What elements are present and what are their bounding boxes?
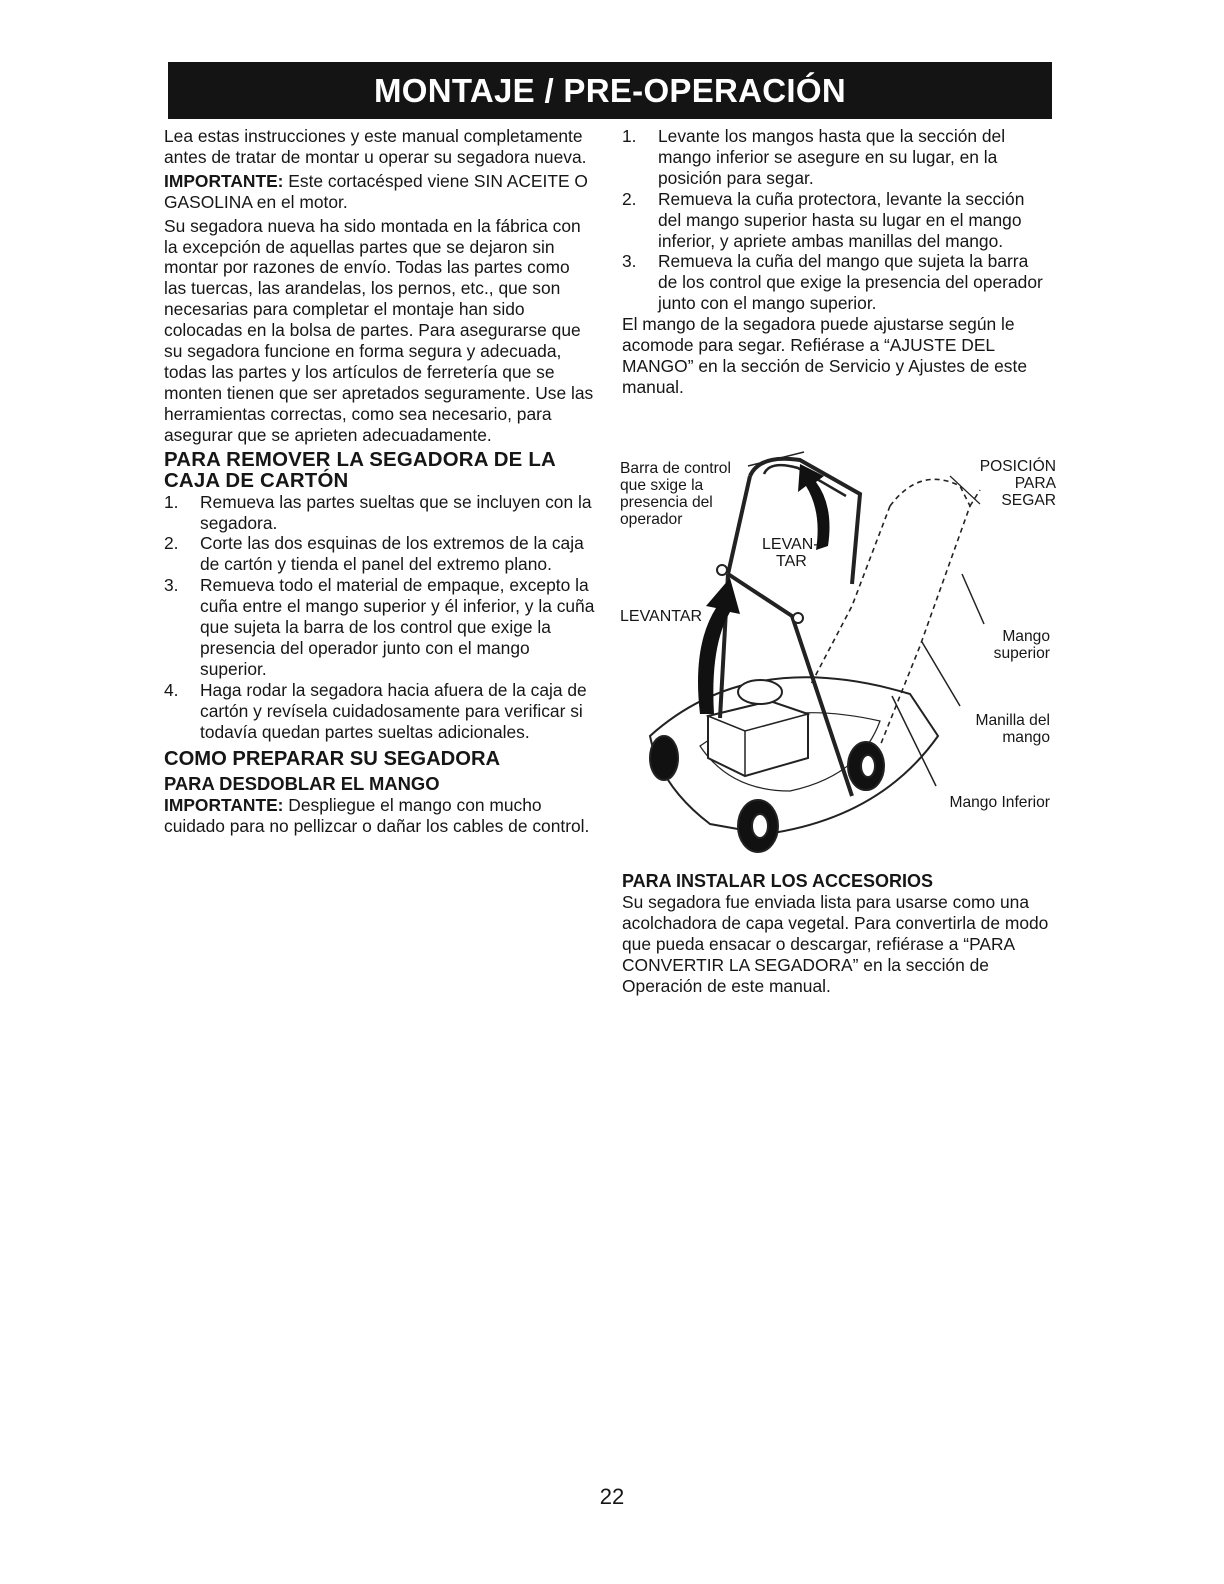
left-column (164, 126, 596, 837)
assembly-paragraph: Su segadora nueva ha sido montada en la fábrica con la excepción de aquellas partes que se dejaron sin montar por razones de envío. Todas las partes como las tuercas, las arandelas, los pernos, etc., que son necesarias para completar el montaje han sido colocadas en la bolsa de partes. Para asegurarse que su segadora funcione en forma segura y adecuada, todas las partes y los artículos de ferretería que se monten tienen que ser apretados seguramente. Use las herramientas correctas, como sea necesario, para asegurar que se aprieten adecuadamente. (164, 215, 594, 445)
step-number: 1. (622, 126, 637, 146)
label-line: operador (620, 511, 683, 528)
prepare-mower-heading: COMO PREPARAR SU SEGADORA (164, 748, 501, 771)
step-text: Remueva todo el material de empaque, excepto la cuña entre el mango superior y él inferior, y la cuña que sujeta la barra de los control que exige la presencia del operador junto con el mango superior. (200, 575, 595, 679)
label-line: LEVAN- (762, 536, 819, 553)
label-control-bar (620, 460, 731, 528)
label-mowing-position (980, 458, 1056, 509)
label-lift-lower: LEVANTAR (620, 608, 703, 625)
leader-lower-handle (892, 696, 936, 786)
label-handle-knob (975, 712, 1050, 746)
important-label: IMPORTANTE: (164, 170, 284, 191)
label-line: POSICIÓN (979, 458, 1056, 475)
label-line: superior (993, 645, 1050, 662)
handle-knob-left (717, 565, 727, 575)
important-note (164, 171, 596, 213)
unfold-text: Despliegue el mango con mucho cuidado para no pellizcar o dañar los cables de control. (164, 795, 590, 837)
step-number: 2. (622, 188, 637, 209)
right-column (622, 126, 1052, 398)
section-title: MONTAJE / PRE-OPERACIÓN (374, 71, 846, 109)
step-text: Levante los mangos hasta que la sección del mango inferior se asegure en su lugar, en la posición para segar. (658, 126, 1006, 188)
label-line: PARA (1014, 475, 1056, 492)
leader-knob (922, 642, 960, 706)
label-lower-handle: Mango Inferior (949, 794, 1050, 811)
unfold-handle-heading: PARA DESDOBLAR EL MANGO (164, 773, 440, 795)
remove-from-carton-heading: PARA REMOVER LA SEGADORA DE LA CAJA DE CARTÓN (164, 448, 556, 492)
label-line: Mango (1002, 628, 1050, 645)
step-text: Remueva la cuña protectora, levante la sección del mango superior hasta su lugar en el mango inferior, y apriete ambas manillas del mango. (658, 188, 1025, 251)
label-line: mango (1002, 729, 1050, 746)
list-item (164, 533, 596, 575)
label-line: Barra de control (620, 460, 731, 477)
step-number: 1. (164, 491, 179, 512)
intro-paragraph: Lea estas instrucciones y este manual completamente antes de tratar de montar u operar su segadora nueva. (164, 126, 587, 167)
leader-upper-handle (962, 574, 984, 624)
list-item (164, 575, 596, 680)
list-item (622, 251, 1052, 314)
label-lift-upper (762, 536, 819, 570)
label-upper-handle (994, 628, 1050, 662)
install-accessories-heading: PARA INSTALAR LOS ACCESORIOS (622, 871, 934, 891)
step-number: 3. (622, 251, 637, 272)
step-text: Remueva las partes sueltas que se incluyen con la segadora. (200, 491, 592, 533)
list-item (164, 492, 596, 534)
list-item (622, 126, 1052, 189)
section-title-bar (168, 62, 1052, 119)
step-number: 2. (164, 533, 179, 554)
unfold-important-label: IMPORTANTE: (164, 795, 284, 816)
handle-steps-list (622, 126, 1052, 314)
step-text: Corte las dos esquinas de los extremos de la caja de cartón y tienda el panel del extremo plano. (200, 533, 584, 575)
label-line: Manilla del (975, 712, 1050, 729)
remove-steps-list (164, 492, 596, 743)
handle-knob-right (793, 613, 803, 623)
install-accessories-section (622, 870, 1052, 997)
list-item (622, 189, 1052, 252)
label-line: SEGAR (1001, 492, 1056, 509)
step-number: 3. (164, 575, 179, 596)
leader-position (950, 476, 980, 504)
label-line: presencia del (620, 494, 713, 511)
label-line: TAR (776, 553, 807, 570)
step-text: Remueva la cuña del mango que sujeta la barra de los control que exige la presencia del operador junto con el mango superior. (658, 251, 1043, 314)
mower-handle-illustration (620, 446, 1056, 862)
back-wheel (650, 736, 678, 780)
adjust-handle-paragraph: El mango de la segadora puede ajustarse según le acomode para segar. Refiérase a “AJUSTE DEL MANGO” en la sección de Servicio y Ajustes de este manual. (622, 314, 1027, 397)
important-text: Este cortacésped viene SIN ACEITE O GASOLINA en el motor. (164, 170, 588, 212)
unfold-note (164, 795, 596, 837)
step-number: 4. (164, 679, 179, 700)
install-accessories-text: Su segadora fue enviada lista para usarse como una acolchadora de capa vegetal. Para convertirla de modo que pueda ensacar o descargar, refiérase a “PARA CONVERTIR LA SEGADORA” en la sección de Operación de este manual. (622, 892, 1049, 996)
list-item (164, 680, 596, 743)
step-text: Haga rodar la segadora hacia afuera de la caja de cartón y revísela cuidadosamente para verificar si todavía quedan partes sueltas adicionales. (200, 679, 587, 742)
engine-cap (738, 680, 782, 704)
label-line: que sxige la (620, 477, 704, 494)
page-number: 22 (599, 1484, 625, 1509)
mowing-position-handle (880, 479, 970, 746)
